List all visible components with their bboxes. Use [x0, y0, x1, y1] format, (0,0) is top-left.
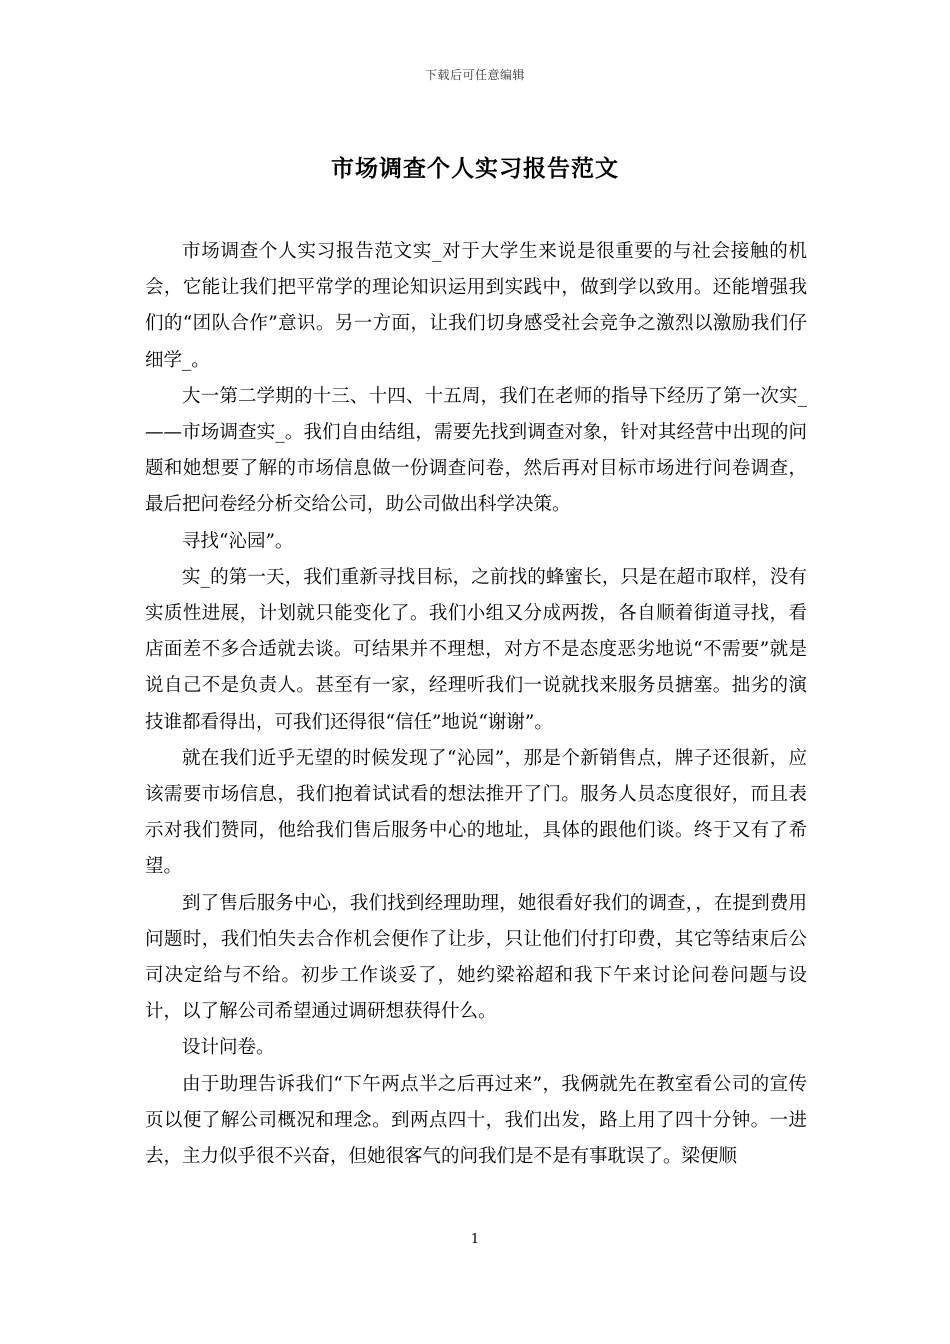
document-title: 市场调查个人实习报告范文	[331, 155, 619, 182]
paragraph: 到了售后服务中心，我们找到经理助理，她很看好我们的调查，，在提到费用问题时，我们怕失去合作机会便作了让步，只让他们付打印费，其它等结束后公司决定给与不给。初步工作谈妥了，她约梁裕超和我下午来讨论问卷问题与设计，以了解公司希望通过调研想获得什么。	[145, 892, 807, 1023]
paragraph: 设计问卷。	[182, 1037, 275, 1059]
paragraph: 由于助理告诉我们“下午两点半之后再过来”，我俩就先在教室看公司的宣传页以便了解公司概况和理念。到两点四十，我们出发，路上用了四十分钟。一进去，主力似乎很不兴奋，但她很客气的问我们是不是有事耽误了。梁便顺	[145, 1073, 807, 1168]
paragraph: 市场调查个人实习报告范文实_对于大学生来说是很重要的与社会接触的机会，它能让我们把平常学的理论知识运用到实践中，做到学以致用。还能增强我们的“团队合作”意识。另一方面，让我们切身感受社会竞争之激烈以激励我们仔细学_。	[145, 241, 807, 371]
page-number: 1	[470, 1232, 480, 1247]
header-note: 下载后可任意编辑	[424, 68, 525, 82]
paragraph: 实_的第一天，我们重新寻找目标，之前找的蜂蜜长，只是在超市取样，没有实质性进展，计划就只能变化了。我们小组又分成两拨，各自顺着街道寻找，看店面差不多合适就去谈。可结果并不理想，对方不是态度恶劣地说“不需要”就是说自己不是负责人。甚至有一家，经理听我们一说就找来服务员搪塞。拙劣的演技谁都看得出，可我们还得很“信任”地说“谢谢”。	[145, 566, 807, 733]
paragraph: 大一第二学期的十三、十四、十五周，我们在老师的指导下经历了第一次实_——市场调查实_。我们自由结组，需要先找到调查对象，针对其经营中出现的问题和她想要了解的市场信息做一份调查问卷，然后再对目标市场进行问卷调查，最后把问卷经分析交给公司，助公司做出科学决策。	[145, 385, 807, 516]
paragraph: 就在我们近乎无望的时候发现了“沁园”，那是个新销售点，牌子还很新，应该需要市场信息，我们抱着试试看的想法推开了门。服务人员态度很好，而且表示对我们赞同，他给我们售后服务中心的地址，具体的跟他们谈。终于又有了希望。	[145, 747, 807, 878]
document-body	[145, 234, 807, 1175]
paragraph: 寻找“沁园”。	[182, 530, 294, 552]
